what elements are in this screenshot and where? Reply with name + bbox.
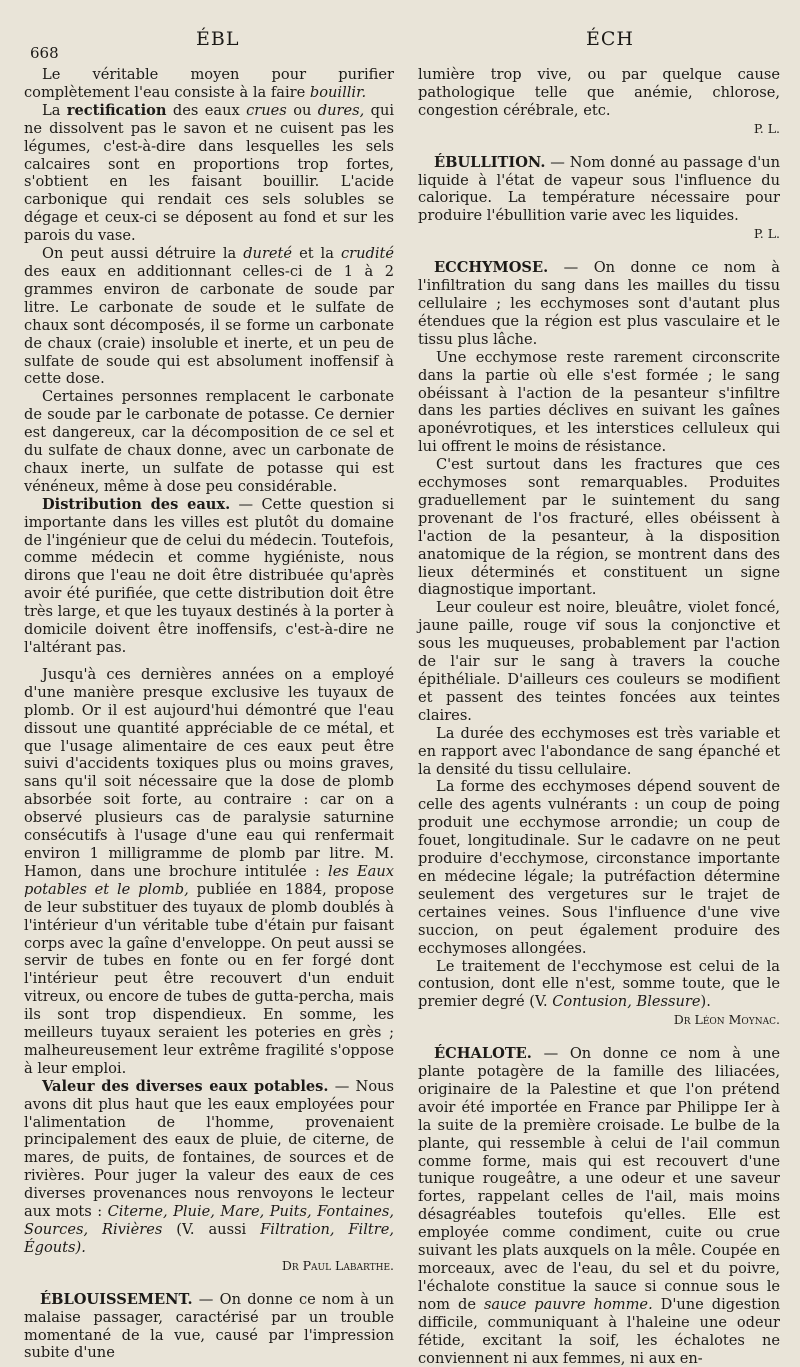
article-ebullition: ÉBULLITION. — Nom donné au passage d'un liquide à l'état de vapeur sous l'influence du calorique. La température nécessaire pour produire l'ébullition varie avec les liquides. xyxy=(418,153,781,225)
paragraph: Valeur des diverses eaux potables. — Nous avons dit plus haut que les eaux employées pour l'alimentation de l'homme, provenaient principalement des eaux de pluie, de citerne, de mares, de puits, de fontaines, de sources et de rivières. Pour juger la valeur des eaux de ces diverses provenances nous renvoyons le lecteur aux mots : Citerne, Pluie, Mare, Puits, Fontaines, Sources, Rivières (V. aussi Filtration, Filtre, Égouts). xyxy=(24,1077,395,1256)
author-initials: P. L. xyxy=(753,226,780,242)
paragraph: Jusqu'à ces dernières années on a employé d'une manière presque exclusive les tuyaux de plomb. Or il est aujourd'hui démontré que l'eau dissout une quantité appréciable de ce métal, et que l'usage alimentaire de ces eaux peut être suivi d'accidents toxiques plus ou moins graves, sans qu'il soit nécessaire que la dose de plomb absorbée soit forte, au contraire : car on a observé plusieurs cas de paralysie saturnine consécutifs à l'usage d'une eau qui renfermait environ 1 milligramme de plomb par litre. M. Hamon, dans une brochure intitulée : les Eaux potables et le plomb, publiée en 1884, propose de leur substituer des tuyaux de plomb doublés à l'intérieur d'un véritable tube d'étain pur faisant corps avec la gaîne d'enveloppe. On peut aussi se servir de tubes en fonte ou en fer forgé dont l'intérieur peut être recouvert d'un enduit vitreux, ou encore de tubes de gutta-percha, mais ils sont trop dispendieux. En somme, les meilleurs tuyaux seraient les poteries en grès ; malheureusement leur extrême fragilité s'oppose à leur emploi. xyxy=(24,665,395,1077)
article-echalote: ÉCHALOTE. — On donne ce nom à une plante potagère de la famille des liliacées, originaire de la Palestine et que l'on prétend avoir été importée en France par Philippe Ier à la suite de la première croisade. Le bulbe de la plante, qui ressemble à celui de l'ail commun comme forme, mais qui est recouvert d'une tunique rougeâtre, a une odeur et une saveur fortes, rappelant celles de l'ail, mais moins désagréables toutefois qu'elles. Elle est employée comme condiment, cuite ou crue suivant les plats auxquels on la mêle. Coupée en morceaux, avec de l'eau, du sel et du poivre, l'échalote constitue la sauce si connue sous le nom de sauce pauvre homme. D'une digestion difficile, communiquant à l'haleine une odeur fétide, excitant la soif, les échalotes ne conviennent ni aux femmes, ni aux en- xyxy=(418,1045,781,1367)
right-column xyxy=(418,66,780,1367)
author-initials: P. L. xyxy=(753,120,780,136)
running-head-left: ÉBL xyxy=(196,28,240,50)
paragraph: La rectification des eaux crues ou dures, qui ne dissolvent pas le savon et ne cuisent pas les légumes, c'est-à-dire dans lesquelles les sels calcaires sont en proportions trop fortes, s'obtient en les faisant bouillir. L'acide carbonique qui rendait ces sels solubles se dégage et ceux-ci se déposent au fond et sur les parois du vase. xyxy=(24,101,395,245)
paragraph: Certaines personnes remplacent le carbonate de soude par le carbonate de potasse. Ce dernier est dangereux, car la décomposition de ce sel et du sulfate de chaux donne, avec un carbonate de chaux inerte, un sulfate de potasse qui est vénéneux, même à dose peu considérable. xyxy=(24,388,394,495)
article-eblouissement: ÉBLOUISSEMENT. — On donne ce nom à un malaise passager, caractérisé par un trouble momentané de la vue, causé par l'impression subite d'une xyxy=(24,1290,395,1362)
paragraph: Une ecchymose reste rarement circonscrite dans la partie où elle s'est formée ; le sang obéissant à l'action de la pesanteur s'infiltre dans les parties déclives en suivant les gaînes aponévrotiques, et les interstices celluleux qui lui offrent le moins de résistance. xyxy=(418,348,780,456)
author-signature: Dr Léon Moynac. xyxy=(673,1012,780,1028)
paragraph: On peut aussi détruire la dureté et la crudité des eaux en additionnant celles-ci de 1 à 2 grammes environ de carbonate de soude par litre. Le carbonate de soude et le sulfate de chaux sont décomposés, il se forme un carbonate de chaux (craie) insoluble et inerte, et un peu de sulfate de soude qui est absolument inoffensif à cette dose. xyxy=(24,245,394,388)
paragraph: C'est surtout dans les fractures que ces ecchymoses sont remarquables. Produites graduellement par le suintement du sang provenant de l'os fracturé, elles obéissent à l'action de la pesanteur, à la disposition anatomique de la région, se montrent dans des lieux déterminés et constituent un signe diagnostique important. xyxy=(418,456,780,599)
paragraph: Le traitement de l'ecchymose est celui de la contusion, dont elle n'est, somme toute, que le premier degré (V. Contusion, Blessure). xyxy=(418,957,780,1011)
page-number: 668 xyxy=(30,44,59,62)
paragraph: La durée des ecchymoses est très variable et en rapport avec l'abondance de sang épanché et la densité du tissu cellulaire. xyxy=(418,724,780,778)
left-column xyxy=(24,66,394,1362)
author-signature: Dr Paul Labarthe. xyxy=(281,1257,394,1273)
paragraph: Distribution des eaux. — Cette question si importante dans les villes est plutôt du domaine de l'ingénieur que de celui du médecin. Toutefois, comme médecin et comme hygiéniste, nous dirons que l'eau ne doit être distribuée qu'après avoir été purifiée, que cette distribution doit être très large, et que les tuyaux destinés à la porter à domicile doivent être inoffensifs, c'est-à-dire ne l'altérant pas. xyxy=(24,495,394,656)
article-ecchymose: ECCHYMOSE. — On donne ce nom à l'infiltration du sang dans les mailles du tissu cellulaire ; les ecchymoses sont d'autant plus étendues que la région est plus vasculaire et le tissu plus lâche. xyxy=(418,259,781,348)
paragraph: Le véritable moyen pour purifier complètement l'eau consiste à la faire bouillir. xyxy=(24,66,394,101)
paragraph: Leur couleur est noire, bleuâtre, violet foncé, jaune paille, rouge vif sous la conjonctive et sous les muqueuses, probablement par l'action de l'air sur le sang à travers la couche épithéliale. D'ailleurs ces couleurs se modifient et passent des teintes foncées aux teintes claires. xyxy=(418,599,780,724)
paragraph: La forme des ecchymoses dépend souvent de celle des agents vulnérants : un coup de poing produit une ecchymose arrondie; un coup de fouet, longitudinale. Sur le cadavre on ne peut produire d'ecchymose, circonstance importante en médecine légale; la putréfaction détermine seulement des vergetures sur le trajet de certaines veines. Sous l'influence d'une vive succion, on peut également produire des ecchymoses allongées. xyxy=(418,778,780,957)
running-head-right: ÉCH xyxy=(586,28,634,50)
paragraph: lumière trop vive, ou par quelque cause pathologique telle que anémie, chlorose, congestion cérébrale, etc. xyxy=(418,66,780,119)
